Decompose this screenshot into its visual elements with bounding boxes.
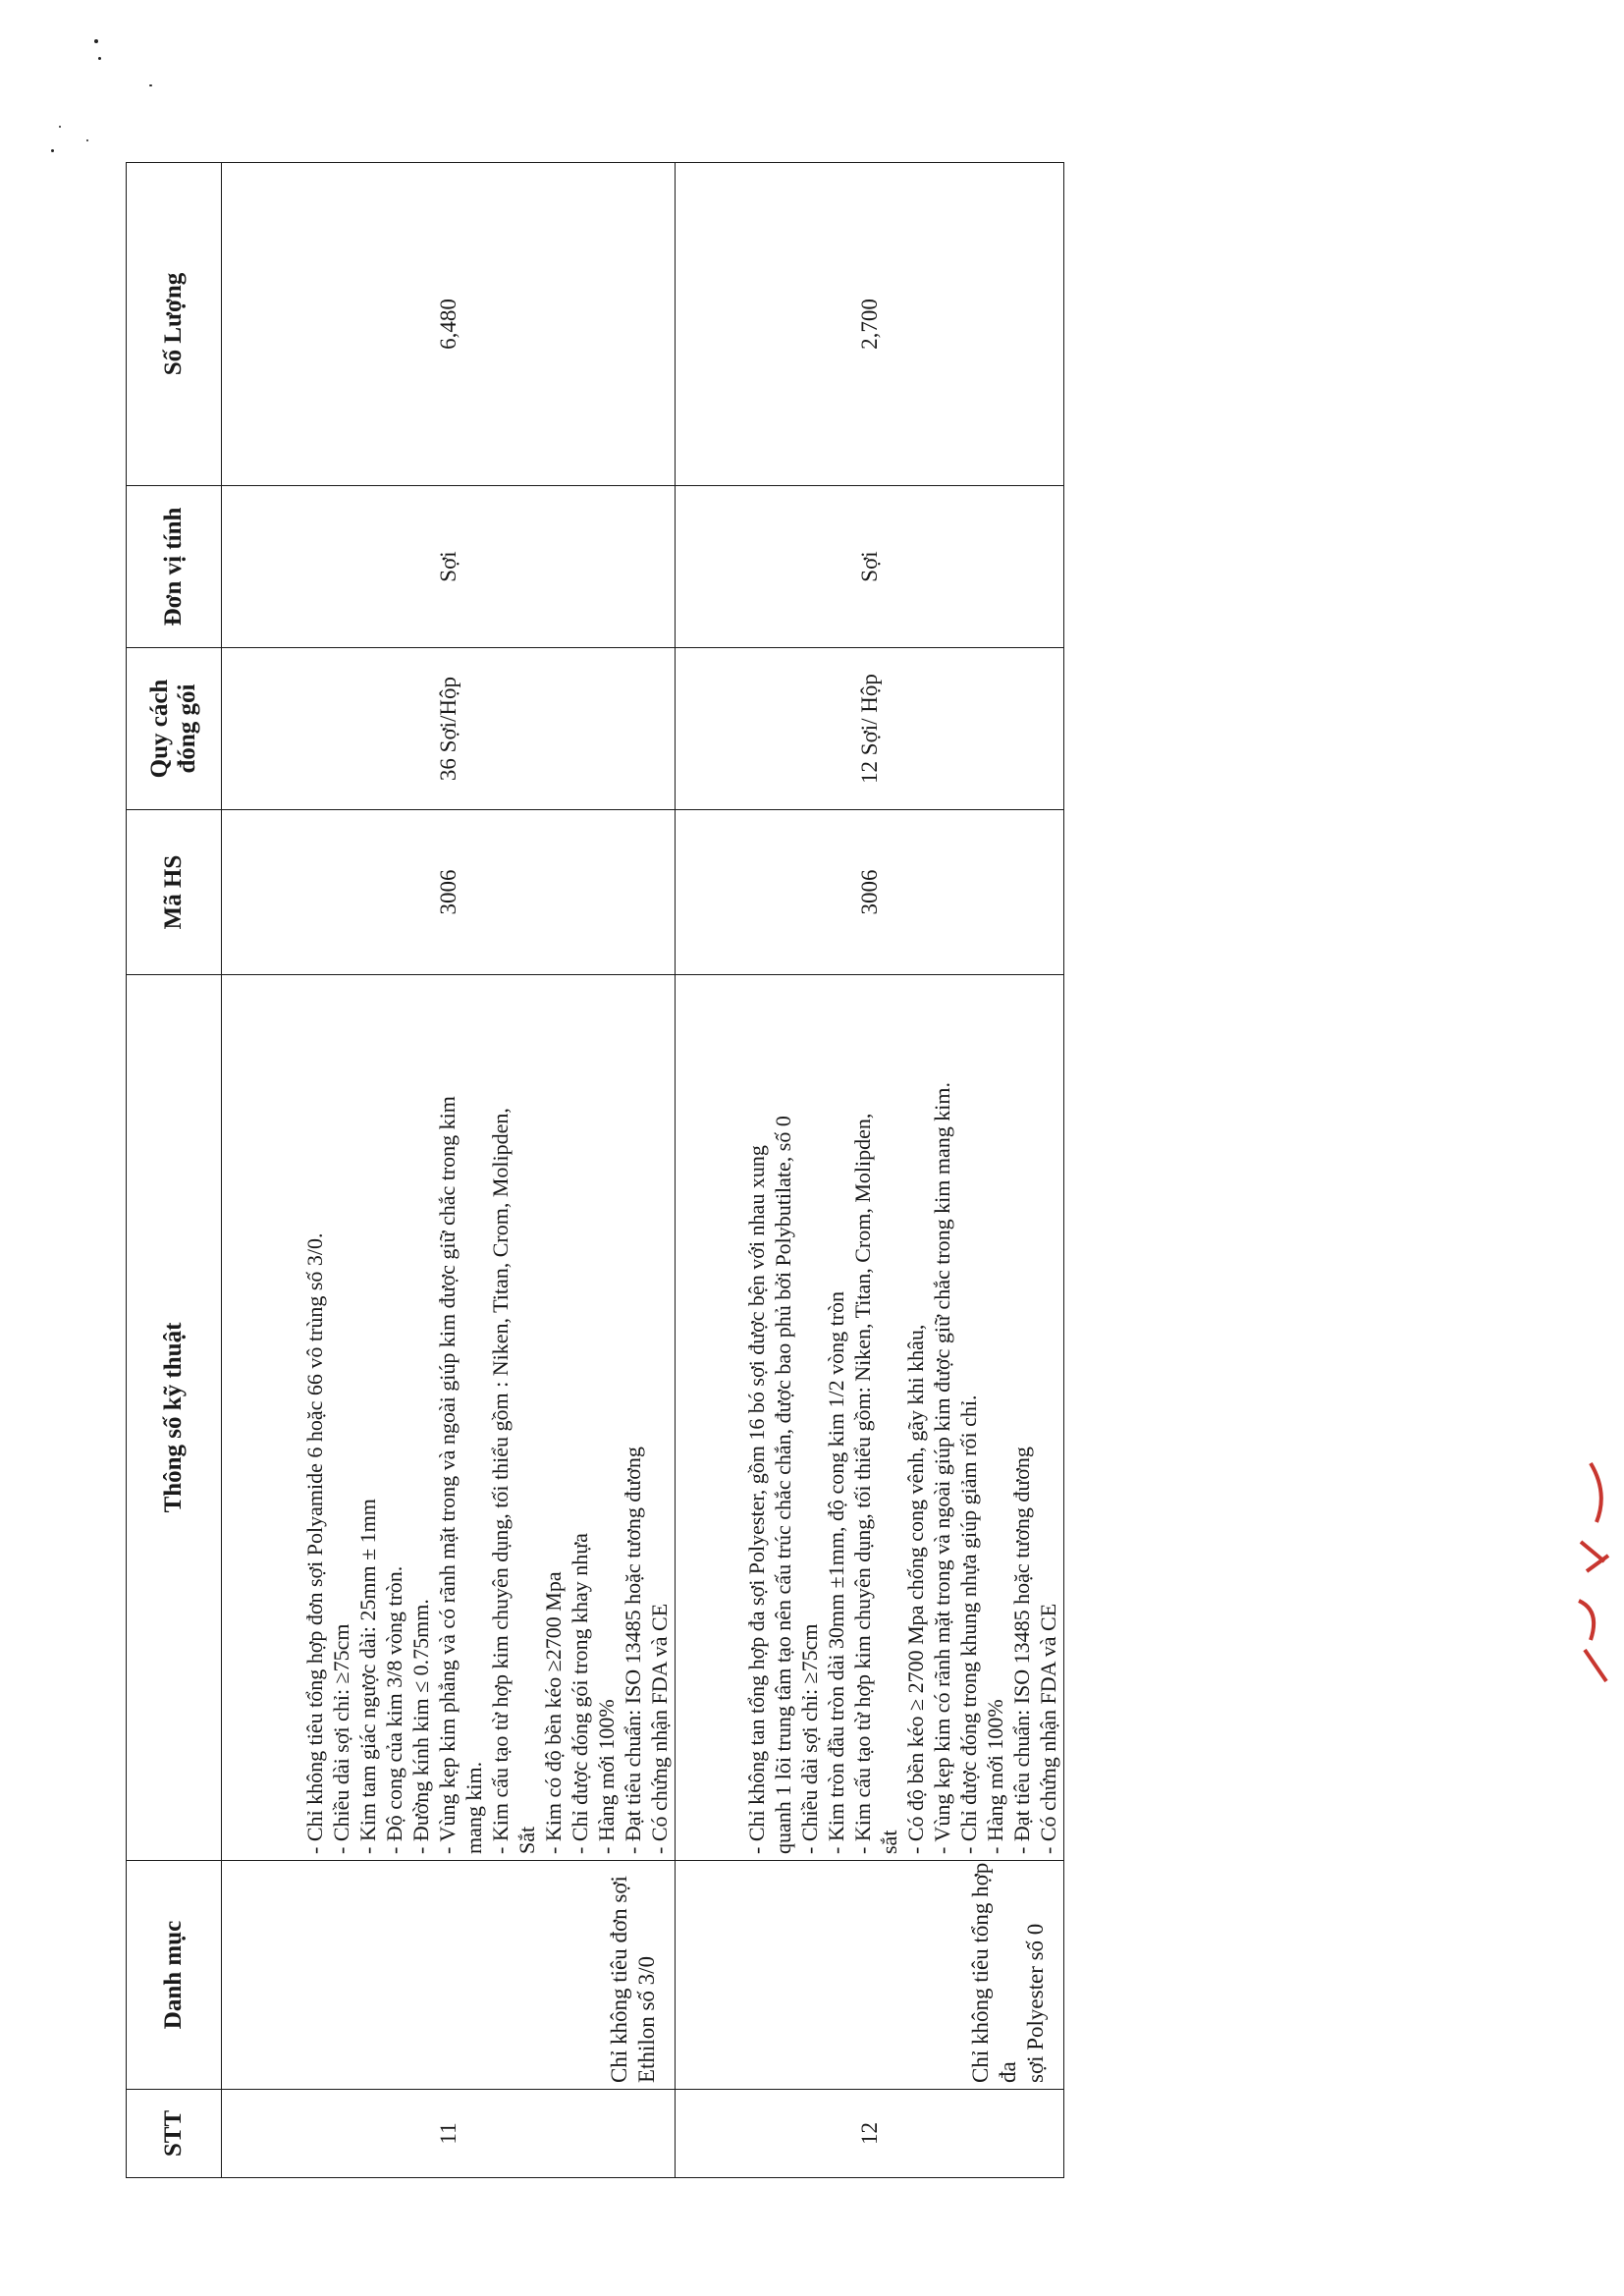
row-don-vi: Sợi [675, 486, 1063, 648]
procurement-table-rotated [126, 163, 1064, 2178]
row-danh-muc-line2: Ethilon số 3/0 [633, 1955, 659, 2083]
spec-line: - Chỉ không tan tổng hợp đa sợi Polyester, gồm 16 bó sợi được bện với nhau xung [744, 1145, 769, 1854]
row-quy-cach: 12 Sợi/ Hộp [675, 648, 1063, 810]
row-danh-muc [222, 1861, 676, 2090]
col-header-quy-cach-line1: Quy cách [146, 679, 173, 779]
col-header-ma-hs: Mã HS [127, 810, 222, 975]
spec-line: - Hàng mới 100% [593, 1699, 619, 1854]
spec-line: - Kim tròn đầu tròn dài 30mm ±1mm, độ cong kim 1/2 vòng tròn [824, 1290, 848, 1854]
row-thong-so [222, 975, 676, 1861]
row-don-vi: Sợi [222, 486, 676, 648]
table-row [675, 163, 1063, 2178]
row-danh-muc-line1: Chỉ không tiêu tổng hợp đa [968, 1862, 1020, 2083]
spec-line: - Độ cong của kim 3/8 vòng tròn. [381, 1565, 406, 1854]
spec-line: - Kim có độ bền kéo ≥2700 Mpa [540, 1571, 566, 1854]
row-so-luong: 6,480 [222, 163, 676, 486]
row-quy-cach: 36 Sợi/Hộp [222, 648, 676, 810]
row-danh-muc-line1: Chỉ không tiêu đơn sợi [606, 1876, 631, 2083]
col-header-so-luong: Số Lượng [127, 163, 222, 486]
row-thong-so [675, 975, 1063, 1861]
spec-line: quanh 1 lõi trung tâm tạo nên cấu trúc chắc chắn, được bao phủ bởi Polybutilate, số 0 [771, 1116, 795, 1854]
spec-line: - Hàng mới 100% [983, 1699, 1007, 1854]
col-header-stt: STT [127, 2090, 222, 2178]
spec-line: - Đạt tiêu chuẩn: ISO 13485 hoặc tương đương [620, 1447, 645, 1854]
red-seal-fragment [1561, 1453, 1620, 1689]
row-danh-muc [675, 1861, 1063, 2090]
row-ma-hs: 3006 [675, 810, 1063, 975]
spec-line: - Có độ bền kéo ≥ 2700 Mpa chống cong vênh, gãy khi khâu, [903, 1324, 928, 1854]
col-header-don-vi: Đơn vị tính [127, 486, 222, 648]
spec-line: - Có chứng nhận FDA và CE [646, 1603, 672, 1854]
spec-line: sắt [877, 1830, 901, 1854]
col-header-thong-so: Thông số kỹ thuật [127, 975, 222, 1861]
spec-line: - Có chứng nhận FDA và CE [1036, 1603, 1060, 1854]
spec-line: - Đạt tiêu chuẩn: ISO 13485 hoặc tương đương [1009, 1447, 1034, 1854]
spec-line: - Vùng kẹp kim phẳng và có rãnh mặt trong và ngoài giúp kim được giữ chắc trong kim [434, 1096, 460, 1854]
table-row [222, 163, 676, 2178]
table-header-row [127, 163, 222, 2178]
spec-line: - Kim cấu tạo từ hợp kim chuyên dụng, tối thiểu gồm : Niken, Titan, Crom, Molipden, [487, 1108, 513, 1854]
row-stt: 11 [222, 2090, 676, 2178]
spec-line: - Kim cấu tạo từ hợp kim chuyên dụng, tối thiểu gồm: Niken, Titan, Crom, Molipden, [850, 1113, 875, 1854]
col-header-danh-muc: Danh mục [127, 1861, 222, 2090]
spec-line: - Chỉ không tiêu tổng hợp đơn sợi Polyamide 6 hoặc 66 vô trùng số 3/0. [301, 1232, 327, 1854]
spec-line: mang kim. [460, 1761, 486, 1854]
spec-line: - Đường kính kim ≤ 0.75mm. [407, 1599, 433, 1854]
spec-line: Sắt [514, 1826, 539, 1854]
spec-line: - Chiều dài sợi chỉ: ≥75cm [328, 1623, 353, 1854]
spec-line: - Chỉ được đóng trong khung nhựa giúp giảm rối chỉ. [956, 1394, 981, 1854]
row-ma-hs: 3006 [222, 810, 676, 975]
col-header-quy-cach-line2: đóng gói [174, 683, 200, 774]
row-so-luong: 2,700 [675, 163, 1063, 486]
spec-line: - Kim tam giác ngược dài: 25mm ± 1mm [354, 1499, 380, 1854]
row-danh-muc-line2: sợi Polyester số 0 [1023, 1923, 1048, 2083]
spec-line: - Chiều dài sợi chỉ: ≥75cm [797, 1623, 822, 1854]
col-header-quy-cach [127, 648, 222, 810]
spec-line: - Chỉ được đóng gói trong khay nhựa [567, 1533, 592, 1854]
spec-line: - Vùng kẹp kim có rãnh mặt trong và ngoài giúp kim được giữ chắc trong kim mang kim. [930, 1082, 954, 1854]
procurement-table [126, 162, 1064, 2178]
row-stt: 12 [675, 2090, 1063, 2178]
